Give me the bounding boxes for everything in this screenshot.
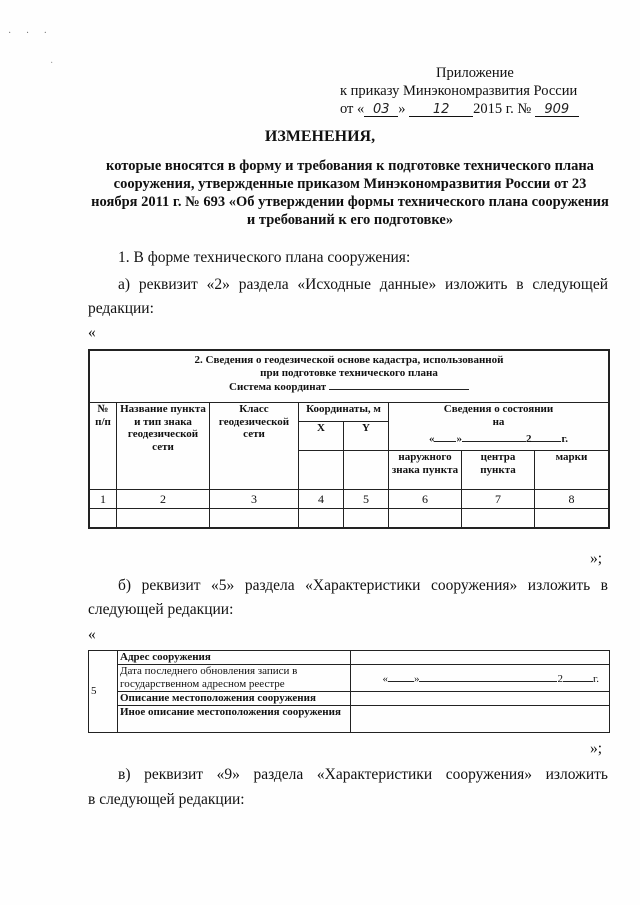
item-b-line1: б) реквизит «5» раздела «Характеристики сооружения» изложить в: [118, 577, 608, 594]
date-year: 2015 г. №: [473, 101, 532, 117]
date-month: 12: [409, 101, 473, 117]
item-b-line2: следующей редакции:: [88, 601, 234, 618]
date-prefix: от «: [340, 101, 365, 117]
document-title: ИЗМЕНЕНИЯ,: [264, 128, 376, 145]
col-state: Сведения о состоянии на « » 2 г.: [389, 403, 610, 451]
t2-location-desc: Описание местоположения сооружения: [118, 692, 351, 706]
geodetic-basis-table: [88, 349, 610, 529]
appendix-block: [340, 64, 602, 118]
date-day-close: »: [398, 101, 406, 117]
col-outer-sign: наружного знака пункта: [389, 451, 462, 490]
address-table: [88, 650, 610, 733]
t2-last-update: Дата последнего обновления записи в государственном адресном реестре: [118, 665, 351, 692]
t2-row-number: 5: [89, 651, 118, 733]
appendix-title: Приложение: [436, 65, 514, 81]
appendix-order-line: к приказу Минэкономразвития России: [340, 83, 578, 99]
table1-title-line1: 2. Сведения о геодезической основе кадастра, использованной: [194, 354, 504, 366]
quote-close-2: »;: [590, 740, 603, 757]
quote-close-1: »;: [590, 550, 603, 567]
item-a-line2: редакции:: [88, 300, 154, 317]
col-num: № п/п: [89, 403, 117, 490]
quote-open-2: «: [88, 626, 96, 643]
scan-specks: · · ·: [8, 28, 53, 39]
item-1: 1. В форме технического плана сооружения:: [118, 249, 411, 266]
t2-last-update-date: « » 2 г.: [351, 665, 610, 692]
table1-empty-row: [89, 509, 609, 529]
table1-number-row: 1 2 3 4 5 6 7 8: [89, 490, 609, 509]
t2-address-value: [351, 651, 610, 665]
col-name: Название пункта и тип знака геодезической сети: [117, 403, 210, 490]
col-class: Класс геодезической сети: [210, 403, 299, 490]
quote-open-1: «: [88, 324, 96, 341]
col-x: X: [299, 422, 344, 451]
t2-other-desc: Иное описание местоположения сооружения: [118, 706, 351, 733]
col-marks: марки: [535, 451, 610, 490]
col-coords: Координаты, м: [299, 403, 389, 422]
scan-speck: ·: [50, 58, 54, 69]
item-c-line1: в) реквизит «9» раздела «Характеристики сооружения» изложить: [118, 766, 608, 783]
t2-address: Адрес сооружения: [118, 651, 351, 665]
order-number: 909: [535, 101, 579, 117]
table1-header: [89, 350, 609, 403]
table1-title-line2: при подготовке технического плана: [260, 366, 438, 379]
item-c-line2: в следующей редакции:: [88, 791, 245, 808]
item-a-line1: а) реквизит «2» раздела «Исходные данные» изложить в следующей: [118, 276, 608, 293]
t2-location-value: [351, 692, 610, 706]
col-center: центра пункта: [462, 451, 535, 490]
t2-other-value: [351, 706, 610, 733]
document-subtitle: которые вносятся в форму и требования к подготовке технического плана сооружения, утвержденные приказом Минэкономразвития России от 23 ноября 2011 г. № 693 «Об утверждении формы технического плана сооружения и требований к его подготовке»: [91, 158, 609, 228]
appendix-date-line: [340, 100, 602, 118]
table1-system: Система координат: [92, 379, 606, 394]
col-state-date: « » 2 г.: [428, 433, 568, 445]
col-y: Y: [344, 422, 389, 451]
date-day: 03: [364, 101, 398, 117]
